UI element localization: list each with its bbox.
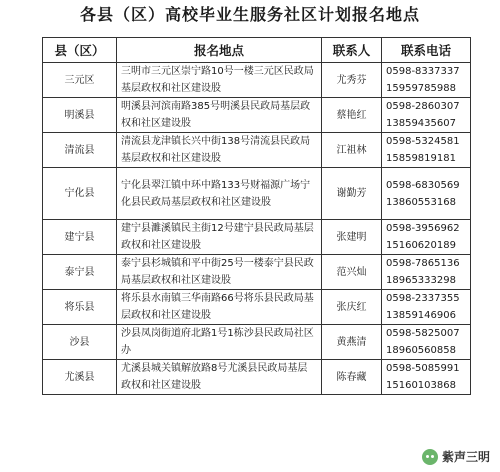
county-cell: 尤溪县 [43, 360, 117, 395]
phone-cell [382, 360, 471, 395]
contact-cell: 张庆红 [322, 290, 382, 325]
mobile: 15959785988 [386, 83, 456, 94]
contact-cell: 范兴灿 [322, 255, 382, 290]
landline: 0598-8337337 [386, 66, 460, 77]
address-cell: 建宁县濉溪镇民主街12号建宁县民政局基层政权和社区建设股 [117, 220, 322, 255]
landline: 0598-5825007 [386, 328, 460, 339]
contact-cell: 江祖林 [322, 133, 382, 168]
address-cell: 三明市三元区崇宁路10号一楼三元区民政局基层政权和社区建设股 [117, 63, 322, 98]
watermark [418, 447, 494, 466]
mobile: 15160103868 [386, 380, 456, 391]
watermark-text: 紫声三明 [441, 450, 490, 464]
county-cell: 沙县 [43, 325, 117, 360]
county-cell: 泰宁县 [43, 255, 117, 290]
address-cell: 清流县龙津镇长兴中街138号清流县民政局基层政权和社区建设股 [117, 133, 322, 168]
table-row [43, 133, 471, 168]
table-header-row [43, 38, 471, 63]
table-row [43, 98, 471, 133]
header-county: 县（区） [43, 38, 117, 63]
phone-cell [382, 220, 471, 255]
county-cell: 将乐县 [43, 290, 117, 325]
phone-cell [382, 133, 471, 168]
address-cell: 沙县凤岗街道府北路1号1栋沙县民政局社区办 [117, 325, 322, 360]
phone-cell [382, 255, 471, 290]
address-cell: 泰宁县杉城镇和平中街25号一楼泰宁县民政局基层政权和社区建设股 [117, 255, 322, 290]
landline: 0598-5085991 [386, 363, 460, 374]
mobile: 13860553168 [386, 196, 456, 208]
header-phone: 联系电话 [382, 38, 471, 63]
phone-cell [382, 168, 471, 220]
phone-cell [382, 63, 471, 98]
landline: 0598-2860307 [386, 101, 460, 112]
county-cell: 清流县 [43, 133, 117, 168]
contact-cell: 张建明 [322, 220, 382, 255]
county-cell: 三元区 [43, 63, 117, 98]
mobile: 18965333298 [386, 275, 456, 286]
landline: 0598-2337355 [386, 293, 460, 304]
table-row [43, 63, 471, 98]
contact-cell: 黄燕清 [322, 325, 382, 360]
phone-cell [382, 98, 471, 133]
registration-table [42, 37, 471, 395]
phone-cell [382, 325, 471, 360]
address-cell: 宁化县翠江镇中环中路133号财福源广场宁化县民政局基层政权和社区建设股 [117, 168, 322, 220]
landline: 0598-7865136 [386, 258, 460, 269]
county-cell: 宁化县 [43, 168, 117, 220]
table-row [43, 325, 471, 360]
table-row [43, 220, 471, 255]
mobile: 13859435607 [386, 118, 456, 129]
phone-cell [382, 290, 471, 325]
table-row [43, 255, 471, 290]
address-cell: 尤溪县城关镇解放路8号尤溪县民政局基层政权和社区建设股 [117, 360, 322, 395]
mobile: 15859819181 [386, 153, 456, 164]
contact-cell: 尤秀芬 [322, 63, 382, 98]
county-cell: 建宁县 [43, 220, 117, 255]
mobile: 18960560858 [386, 345, 456, 356]
header-address: 报名地点 [117, 38, 322, 63]
contact-cell: 蔡艳红 [322, 98, 382, 133]
contact-cell: 陈春藏 [322, 360, 382, 395]
mobile: 13859146906 [386, 310, 456, 321]
contact-cell: 谢勤芳 [322, 168, 382, 220]
address-cell: 将乐县水南镇三华南路66号将乐县民政局基层政权和社区建设股 [117, 290, 322, 325]
page-title: 各县（区）高校毕业生服务社区计划报名地点 [79, 5, 420, 24]
table-row [43, 360, 471, 395]
landline: 0598-6830569 [386, 179, 460, 191]
county-cell: 明溪县 [43, 98, 117, 133]
mobile: 15160620189 [386, 240, 456, 251]
header-contact: 联系人 [322, 38, 382, 63]
table-row [43, 290, 471, 325]
address-cell: 明溪县河滨南路385号明溪县民政局基层政权和社区建设股 [117, 98, 322, 133]
wechat-icon [422, 449, 438, 465]
landline: 0598-5324581 [386, 136, 460, 147]
table-row [43, 168, 471, 220]
landline: 0598-3956962 [386, 223, 460, 234]
